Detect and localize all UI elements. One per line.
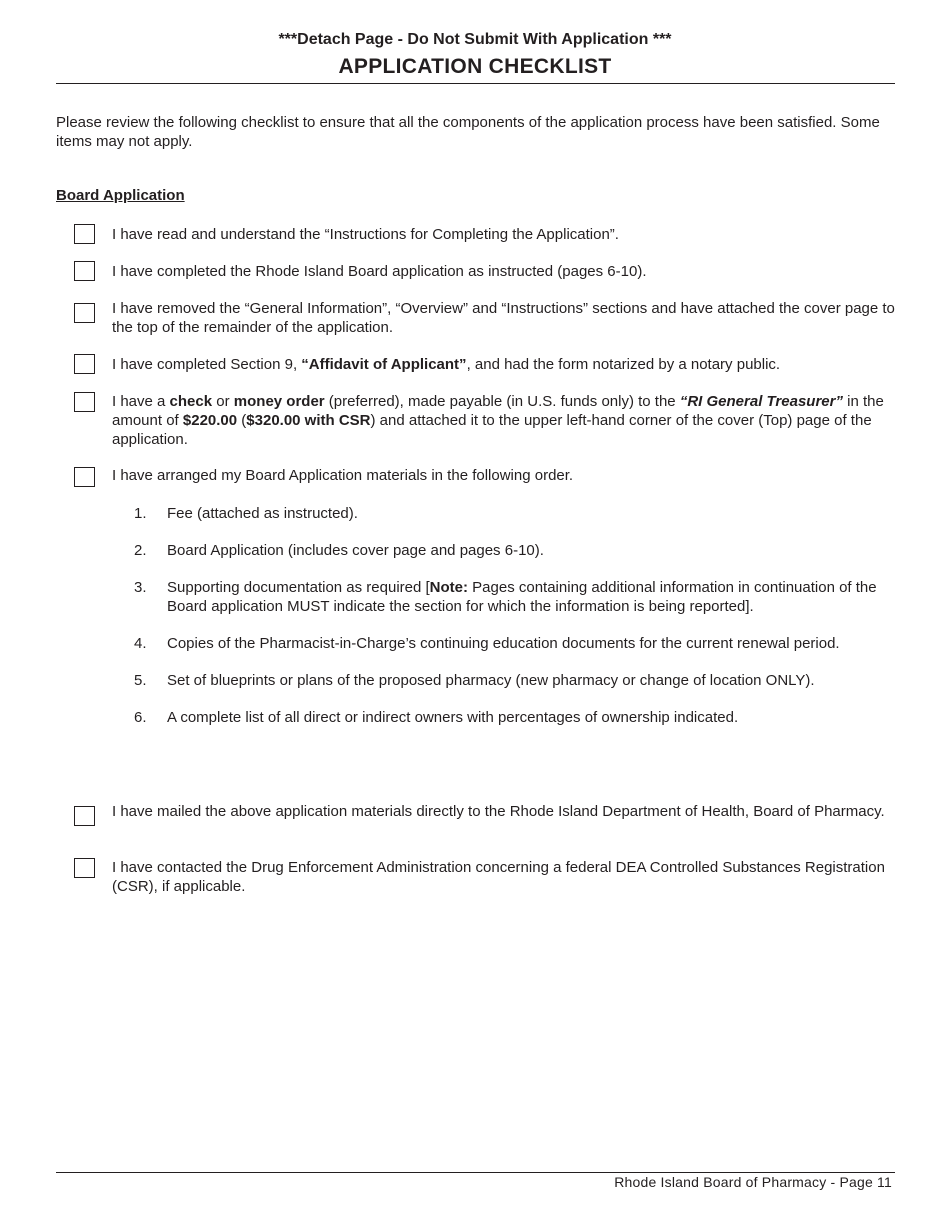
supporting-doc-post: Pages containing additional information in continuation of the Board application MUST indicate the section for which the information is being reported].	[167, 579, 877, 615]
checklist-item-read-instructions: I have read and understand the “Instructions for Completing the Application”.	[112, 226, 619, 243]
payment-amount: $220.00	[182, 412, 238, 429]
checkbox-read-instructions[interactable]	[74, 224, 95, 244]
payment-text-5: (	[237, 412, 247, 429]
header-divider	[56, 83, 895, 84]
supporting-doc-pre: Supporting documentation as required [	[167, 579, 430, 596]
order-number: 3.	[134, 579, 147, 596]
affidavit-text-pre: I have completed Section 9,	[112, 356, 302, 373]
page-footer: Rhode Island Board of Pharmacy - Page 11	[614, 1174, 892, 1190]
checkbox-payment[interactable]	[74, 392, 95, 412]
order-item-blueprints: Set of blueprints or plans of the proposed pharmacy (new pharmacy or change of location ONLY).	[167, 672, 815, 689]
order-number: 2.	[134, 542, 147, 559]
checkbox-arranged-materials[interactable]	[74, 467, 95, 487]
order-number: 6.	[134, 709, 147, 726]
order-number: 1.	[134, 505, 147, 522]
payment-text-6: ) and attached it to the upper left-hand corner of the cover (Top) page of the application.	[112, 412, 872, 448]
payment-text-1: I have a	[112, 393, 170, 410]
checklist-item-affidavit	[112, 355, 898, 374]
checkbox-completed-application[interactable]	[74, 261, 95, 281]
intro-paragraph: Please review the following checklist to ensure that all the components of the application process have been satisfied. Some items may not apply.	[56, 114, 880, 150]
order-item-fee: Fee (attached as instructed).	[167, 505, 358, 522]
payment-amount-csr: $320.00 with CSR	[246, 412, 371, 429]
checklist-item-removed-sections: I have removed the “General Information”, “Overview” and “Instructions” sections and have attached the cover page to the top of the remainder of the application.	[112, 300, 895, 336]
affidavit-text-bold: “Affidavit of Applicant”	[301, 356, 467, 373]
payment-text-2: or	[212, 393, 234, 410]
payment-text-3: (preferred), made payable (in U.S. funds only) to the	[324, 393, 680, 410]
checklist-item-completed-application: I have completed the Rhode Island Board application as instructed (pages 6-10).	[112, 263, 647, 280]
order-item-owners-list: A complete list of all direct or indirect owners with percentages of ownership indicated.	[167, 709, 739, 726]
detach-notice: ***Detach Page - Do Not Submit With Application ***	[278, 31, 672, 48]
checkbox-contacted-dea[interactable]	[74, 858, 95, 878]
order-number: 5.	[134, 672, 147, 689]
page-title: APPLICATION CHECKLIST	[338, 55, 612, 78]
payment-money-order: money order	[233, 393, 325, 410]
checklist-item-mailed-materials: I have mailed the above application materials directly to the Rhode Island Department of Health, Board of Pharmacy.	[112, 803, 885, 820]
checkbox-affidavit[interactable]	[74, 354, 95, 374]
order-number: 4.	[134, 635, 147, 652]
checkbox-mailed-materials[interactable]	[74, 806, 95, 826]
checklist-item-payment	[112, 392, 898, 449]
checklist-item-arranged-materials: I have arranged my Board Application materials in the following order.	[112, 467, 574, 484]
section-heading-board-application: Board Application	[56, 187, 185, 204]
affidavit-text-post: , and had the form notarized by a notary public.	[466, 356, 781, 373]
order-item-continuing-education: Copies of the Pharmacist-in-Charge’s continuing education documents for the current renewal period.	[167, 635, 840, 652]
payment-text-4: in the amount of	[112, 393, 884, 429]
supporting-doc-note: Note:	[429, 579, 468, 596]
order-item-board-application: Board Application (includes cover page and pages 6-10).	[167, 542, 544, 559]
payment-payee: “RI General Treasurer”	[679, 393, 843, 410]
order-item-supporting-documentation	[167, 578, 895, 616]
checklist-item-contacted-dea: I have contacted the Drug Enforcement Administration concerning a federal DEA Controlled Substances Registration (CSR), if applicable.	[112, 859, 885, 895]
checkbox-removed-sections[interactable]	[74, 303, 95, 323]
payment-check: check	[169, 393, 213, 410]
